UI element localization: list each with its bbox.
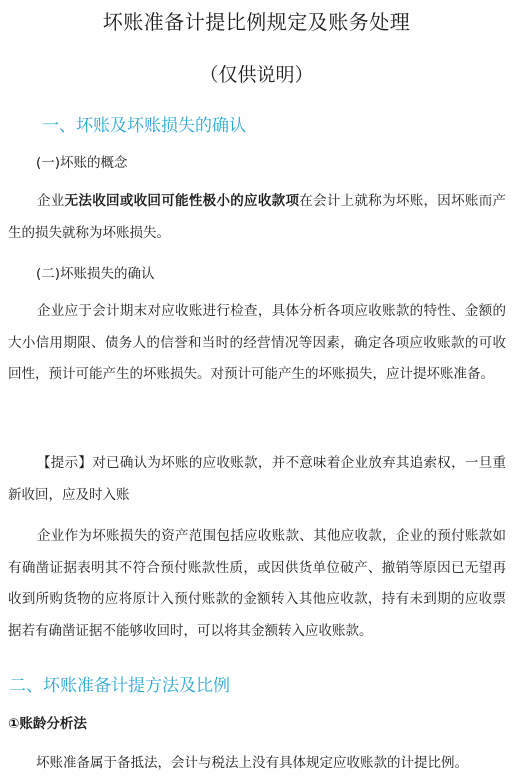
paragraph-allowance-method: 坏账准备属于备抵法，会计与税法上没有具体规定应收账款的计提比例。	[36, 755, 468, 771]
paragraph-bad-debt-concept	[8, 186, 506, 249]
method-aging-analysis: ①账龄分析法	[8, 716, 87, 732]
subsection-label-recognition: (二)坏账损失的确认	[36, 266, 155, 282]
paragraph-suffix: 在会计上就称为坏账，因坏账而产生的损失就称为坏账损失。	[8, 193, 507, 241]
emphasis-uncollectible: 无法收回或收回可能性极小的应收款项	[64, 193, 300, 209]
document-title: 坏账准备计提比例规定及账务处理	[102, 10, 411, 34]
subsection-label-concept: (一)坏账的概念	[36, 155, 128, 171]
paragraph-recognition: 企业应于会计期末对应收账进行检查，具体分析各项应收账款的特性、金额的大小信用期限、债务人的信誉和当时的经营情况等因素，确定各项应收账款的可收回性，预计可能产生的坏账损失。对预计可能产生的坏账损失，应计提坏账准备。	[8, 303, 506, 382]
document-subtitle: （仅供说明）	[199, 64, 314, 86]
paragraph-asset-scope: 企业作为坏账损失的资产范围包括应收账款、其他应收款，企业的预付账款如有确凿证据表明其不符合预付账款性质，或因供货单位破产、撤销等原因已无望再收到所购货物的应将原计入预付账款的金额转入其他应收款，持有未到期的应收票据若有确凿证据不能够收回时，可以将其金额转入应收账款。	[8, 528, 506, 639]
paragraph-tip: 【提示】对已确认为坏账的应收账款，并不意味着企业放弃其追索权，一旦重新收回，应及时入账	[8, 455, 506, 503]
section-heading-2: 二、坏账准备计提方法及比例	[9, 676, 230, 696]
section-heading-1: 一、坏账及坏账损失的确认	[42, 116, 246, 136]
paragraph-prefix: 企业	[37, 193, 65, 209]
